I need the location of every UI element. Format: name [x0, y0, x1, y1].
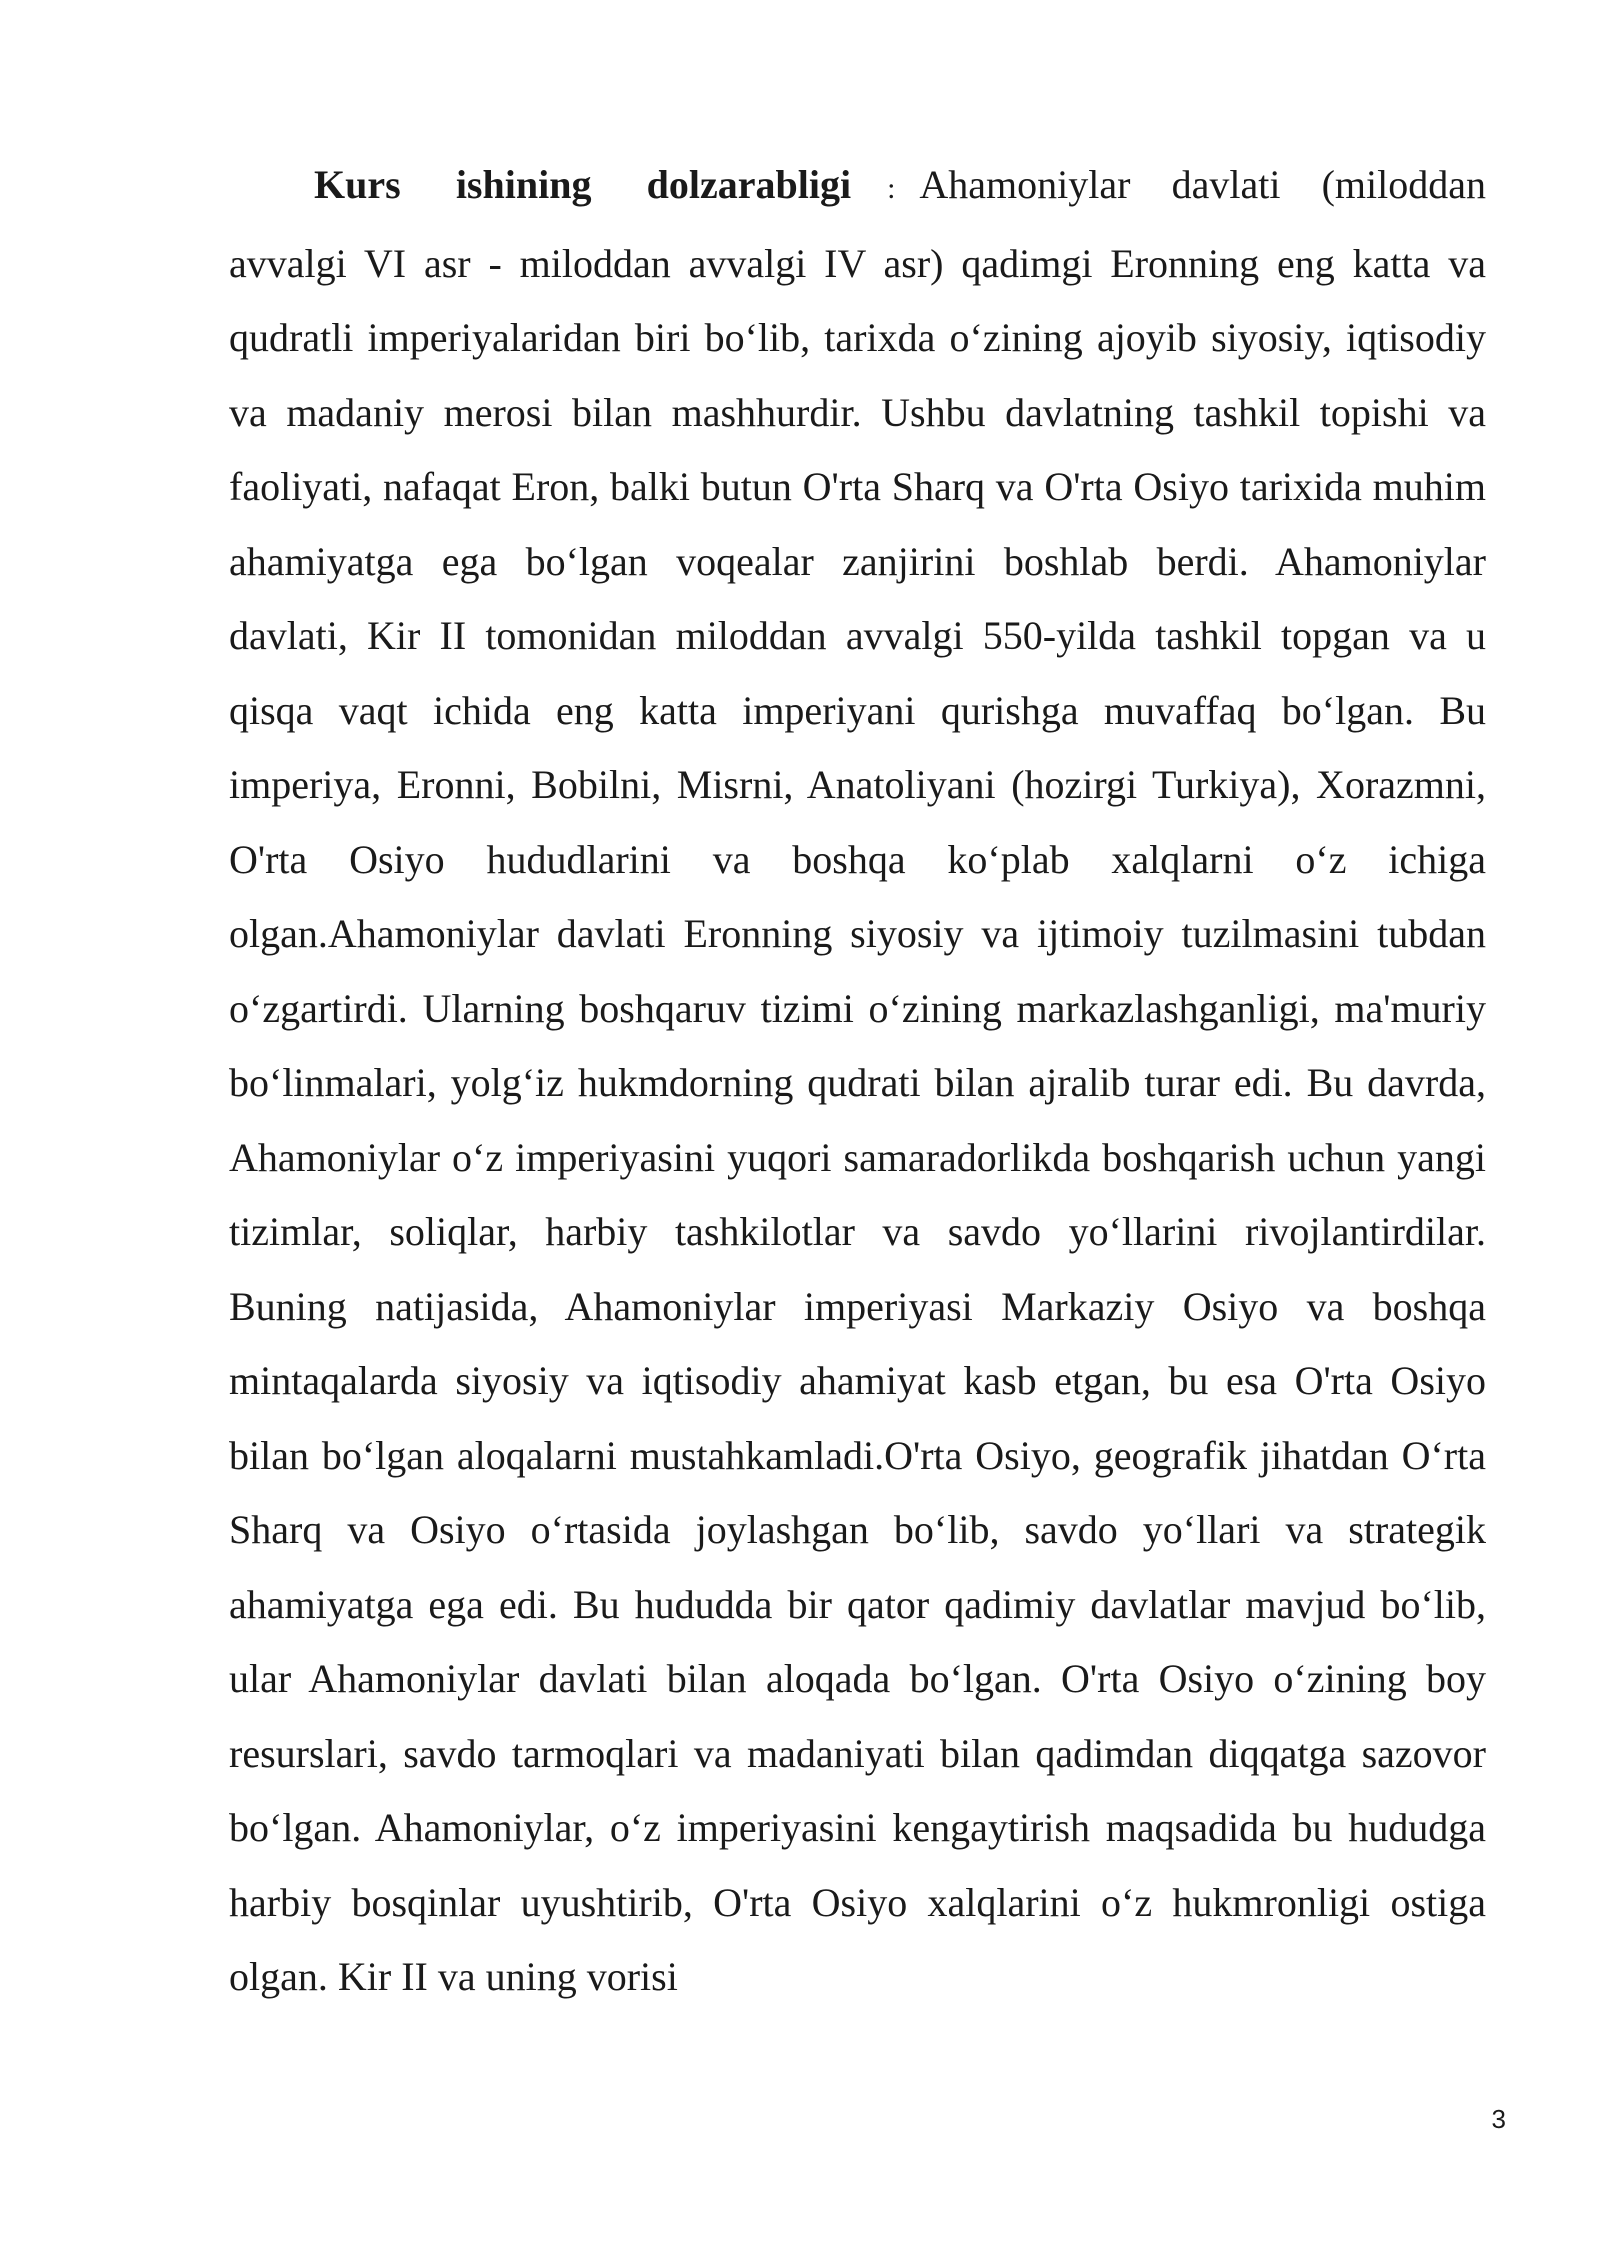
body-text: Ahamoniylar davlati (miloddan avvalgi VI asr - miloddan avvalgi IV asr) qadimgi Eronning eng katta va qudratli imperiyalaridan biri bo‘lib, tarixda o‘zining ajoyib siyosiy, iqtisodiy va madaniy merosi bilan mashhurdir. Ushbu davlatning tashkil topishi va faoliyati, nafaqat Eron, balki butun O'rta Sharq va O'rta Osiyo tarixida muhim ahamiyatga ega bo‘lgan voqealar zanjirini boshlab berdi. Ahamoniylar davlati, Kir II tomonidan miloddan avvalgi 550-yilda tashkil topgan va u qisqa vaqt ichida eng katta imperiyani qurishga muvaffaq bo‘lgan. Bu imperiya, Eronni, Bobilni, Misrni, Anatoliyani (hozirgi Turkiya), Xorazmni, O'rta Osiyo hududlarini va boshqa ko‘plab xalqlarni o‘z ichiga olgan.Ahamoniylar davlati Eronning siyosiy va ijtimoiy tuzilmasini tubdan o‘zgartirdi. Ularning boshqaruv tizimi o‘zining markazlashganligi, ma'muriy bo‘linmalari, yolg‘iz hukmdorning qudrati bilan ajralib turar edi. Bu davrda, Ahamoniylar o‘z imperiyasini yuqori samaradorlikda boshqarish uchun yangi tizimlar, soliqlar, harbiy tashkilotlar va savdo yo‘llarini rivojlantirdilar. Buning natijasida, Ahamoniylar imperiyasi Markaziy Osiyo va boshqa mintaqalarda siyosiy va iqtisodiy ahamiyat kasb etgan, bu esa O'rta Osiyo bilan bo‘lgan aloqalarni mustahkamladi.O'rta Osiyo, geografik jihatdan O‘rta Sharq va Osiyo o‘rtasida joylashgan bo‘lib, savdo yo‘llari va strategik ahamiyatga ega edi. Bu hududda bir qator qadimiy davlatlar mavjud bo‘lib, ular Ahamoniylar davlati bilan aloqada bo‘lgan. O'rta Osiyo o‘zining boy resurslari, savdo tarmoqlari va madaniyati bilan qadimdan diqqatga sazovor bo‘lgan. Ahamoniylar, o‘z imperiyasini kengaytirish maqsadida bu hududga harbiy bosqinlar uyushtirib, O'rta Osiyo xalqlarini o‘z hukmronligi ostiga olgan. Kir II va uning vorisi [229, 162, 1486, 1999]
section-heading: Kurs ishining dolzarabligi [314, 162, 852, 207]
page-number: 3 [1491, 2104, 1506, 2134]
heading-colon: : [887, 172, 896, 205]
body-paragraph [229, 148, 1486, 2015]
